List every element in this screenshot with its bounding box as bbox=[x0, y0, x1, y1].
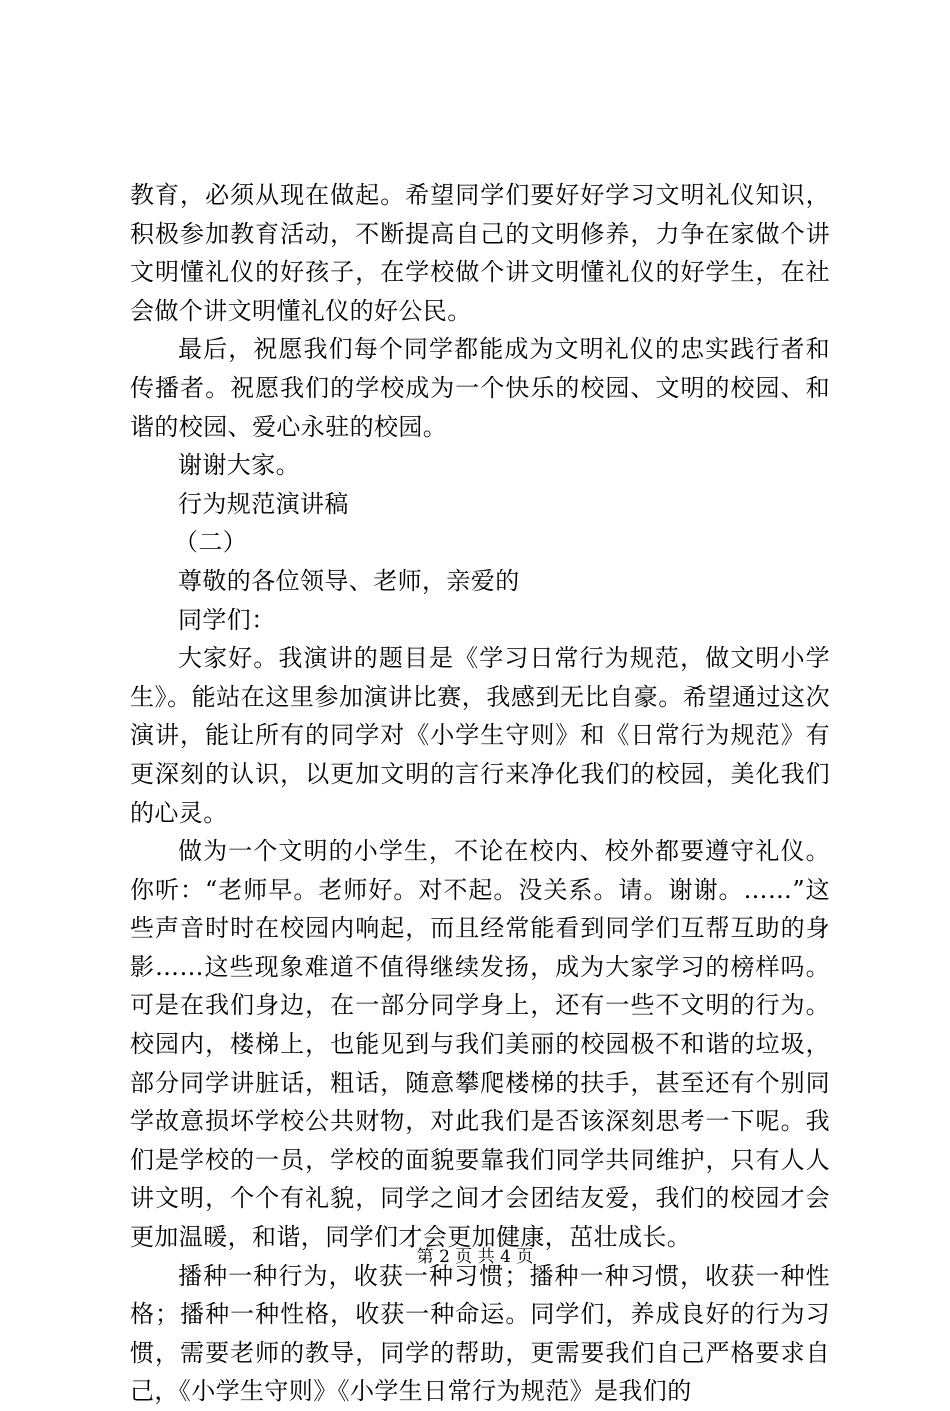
paragraph-closing-wish: 最后，祝愿我们每个同学都能成为文明礼仪的忠实践行者和传播者。祝愿我们的学校成为一个快乐的校园、文明的校园、和谐的校园、爱心永驻的校园。 bbox=[130, 335, 830, 441]
salutation-line-2: 同学们： bbox=[178, 605, 276, 634]
section-title: 行为规范演讲稿 bbox=[178, 489, 349, 518]
paragraph-intro: 大家好。我演讲的题目是《学习日常行为规范，做文明小学生》。能站在这里参加演讲比赛，我感到无比自豪。希望通过这次演讲，能让所有的同学对《小学生守则》和《日常行为规范》有更深刻的认识，以更加文明的言行来净化我们的校园，美化我们的心灵。 bbox=[130, 644, 830, 827]
paragraph-habits: 播种一种行为，收获一种习惯；播种一种习惯，收获一种性格；播种一种性格，收获一种命运。同学们，养成良好的行为习惯，需要老师的教导，同学的帮助，更需要我们自己严格要求自己，《小学生守则》《小学生日常行为规范》是我们的 bbox=[130, 1261, 830, 1406]
paragraph-continued: 教育，必须从现在做起。希望同学们要好好学习文明礼仪知识，积极参加教育活动，不断提高自己的文明修养，力争在家做个讲文明懂礼仪的好孩子，在学校做个讲文明懂礼仪的好学生，在社会做个讲文明懂礼仪的好公民。 bbox=[130, 181, 830, 325]
paragraph-thanks: 谢谢大家。 bbox=[178, 451, 300, 480]
paragraph-civility: 做为一个文明的小学生，不论在校内、校外都要遵守礼仪。你听：“老师早。老师好。对不起。没关系。请。谢谢。……”这些声音时时在校园内响起，而且经常能看到同学们互帮互助的身影……这些现象难道不值得继续发扬，成为大家学习的榜样吗。可是在我们身边，在一部分同学身上，还有一些不文明的行为。校园内，楼梯上，也能见到与我们美丽的校园极不和谐的垃圾，部分同学讲脏话，粗话，随意攀爬楼梯的扶手，甚至还有个别同学故意损坏学校公共财物，对此我们是否该深刻思考一下呢。我们是学校的一员，学校的面貌要靠我们同学共同维护，只有人人讲文明，个个有礼貌，同学之间才会团结友爱，我们的校园才会更加温暖，和谐，同学们才会更加健康，茁壮成长。 bbox=[130, 837, 830, 1252]
page-number-footer: 第 2 页 共 4 页 bbox=[416, 1247, 534, 1267]
document-body bbox=[130, 176, 830, 1411]
section-number: （二） bbox=[174, 528, 248, 557]
salutation-line-1: 尊敬的各位领导、老师，亲爱的 bbox=[178, 566, 520, 595]
